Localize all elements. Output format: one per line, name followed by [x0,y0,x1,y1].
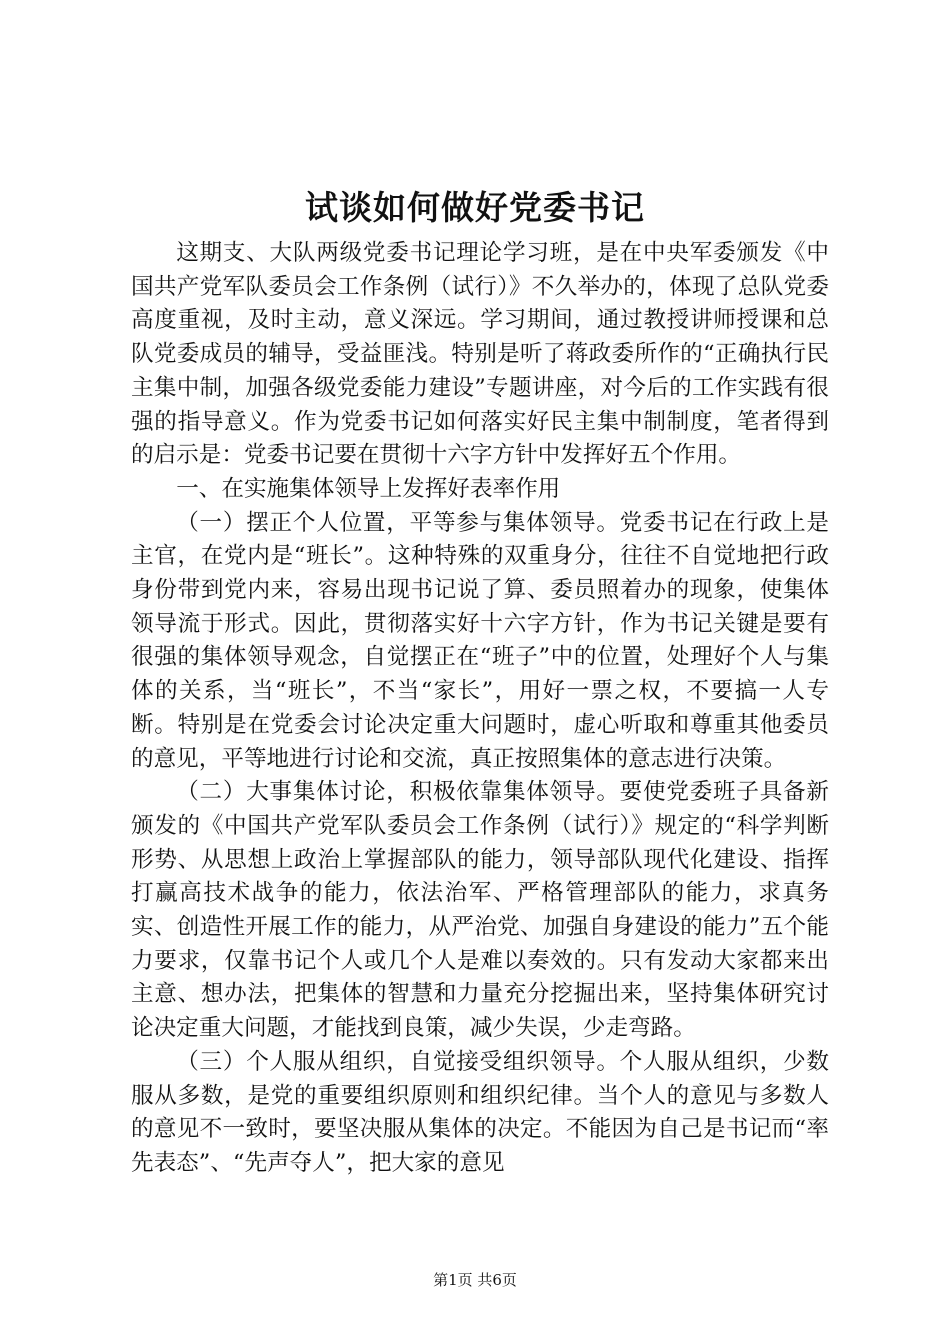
page-number-footer: 第1页 共6页 [433,1271,517,1289]
document-body [131,237,829,1181]
document-title: 试谈如何做好党委书记 [305,188,645,227]
paragraph-section-1-3: （三）个人服从组织，自觉接受组织领导。个人服从组织，少数服从多数，是党的重要组织原则和组织纪律。当个人的意见与多数人的意见不一致时，要坚决服从集体的决定。不能因为自己是书记而“率先表态”、“先声夺人”，把大家的意见 [131,1048,829,1176]
paragraph-section-1-2: （二）大事集体讨论，积极依靠集体领导。要使党委班子具备新颁发的《中国共产党军队委员会工作条例（试行）》规定的“科学判断形势、从思想上政治上掌握部队的能力，领导部队现代化建设、指挥打赢高技术战争的能力，依法治军、严格管理部队的能力，求真务实、创造性开展工作的能力，从严治党、加强自身建设的能力”五个能力要求，仅靠书记个人或几个人是难以奏效的。只有发动大家都来出主意、想办法，把集体的智慧和力量充分挖掘出来，坚持集体研究讨论决定重大问题，才能找到良策，减少失误，少走弯路。 [131,779,829,1042]
section-heading-1: 一、在实施集体领导上发挥好表率作用 [176,475,561,502]
paragraph-intro: 这期支、大队两级党委书记理论学习班，是在中央军委颁发《中国共产党军队委员会工作条例（试行）》不久举办的，体现了总队党委高度重视，及时主动，意义深远。学习期间，通过教授讲师授课和总队党委成员的辅导，受益匪浅。特别是听了蒋政委所作的“正确执行民主集中制，加强各级党委能力建设”专题讲座，对今后的工作实践有很强的指导意义。作为党委书记如何落实好民主集中制制度，笔者得到的启示是：党委书记要在贯彻十六字方针中发挥好五个作用。 [131,240,829,469]
paragraph-section-1-1: （一）摆正个人位置，平等参与集体领导。党委书记在行政上是主官，在党内是“班长”。这种特殊的双重身分，往往不自觉地把行政身份带到党内来，容易出现书记说了算、委员照着办的现象，使集体领导流于形式。因此，贯彻落实好十六字方针，作为书记关键是要有很强的集体领导观念，自觉摆正在“班子”中的位置，处理好个人与集体的关系，当“班长”，不当“家长”，用好一票之权，不要搞一人专断。特别是在党委会讨论决定重大问题时，虚心听取和尊重其他委员的意见，平等地进行讨论和交流，真正按照集体的意志进行决策。 [131,509,829,772]
